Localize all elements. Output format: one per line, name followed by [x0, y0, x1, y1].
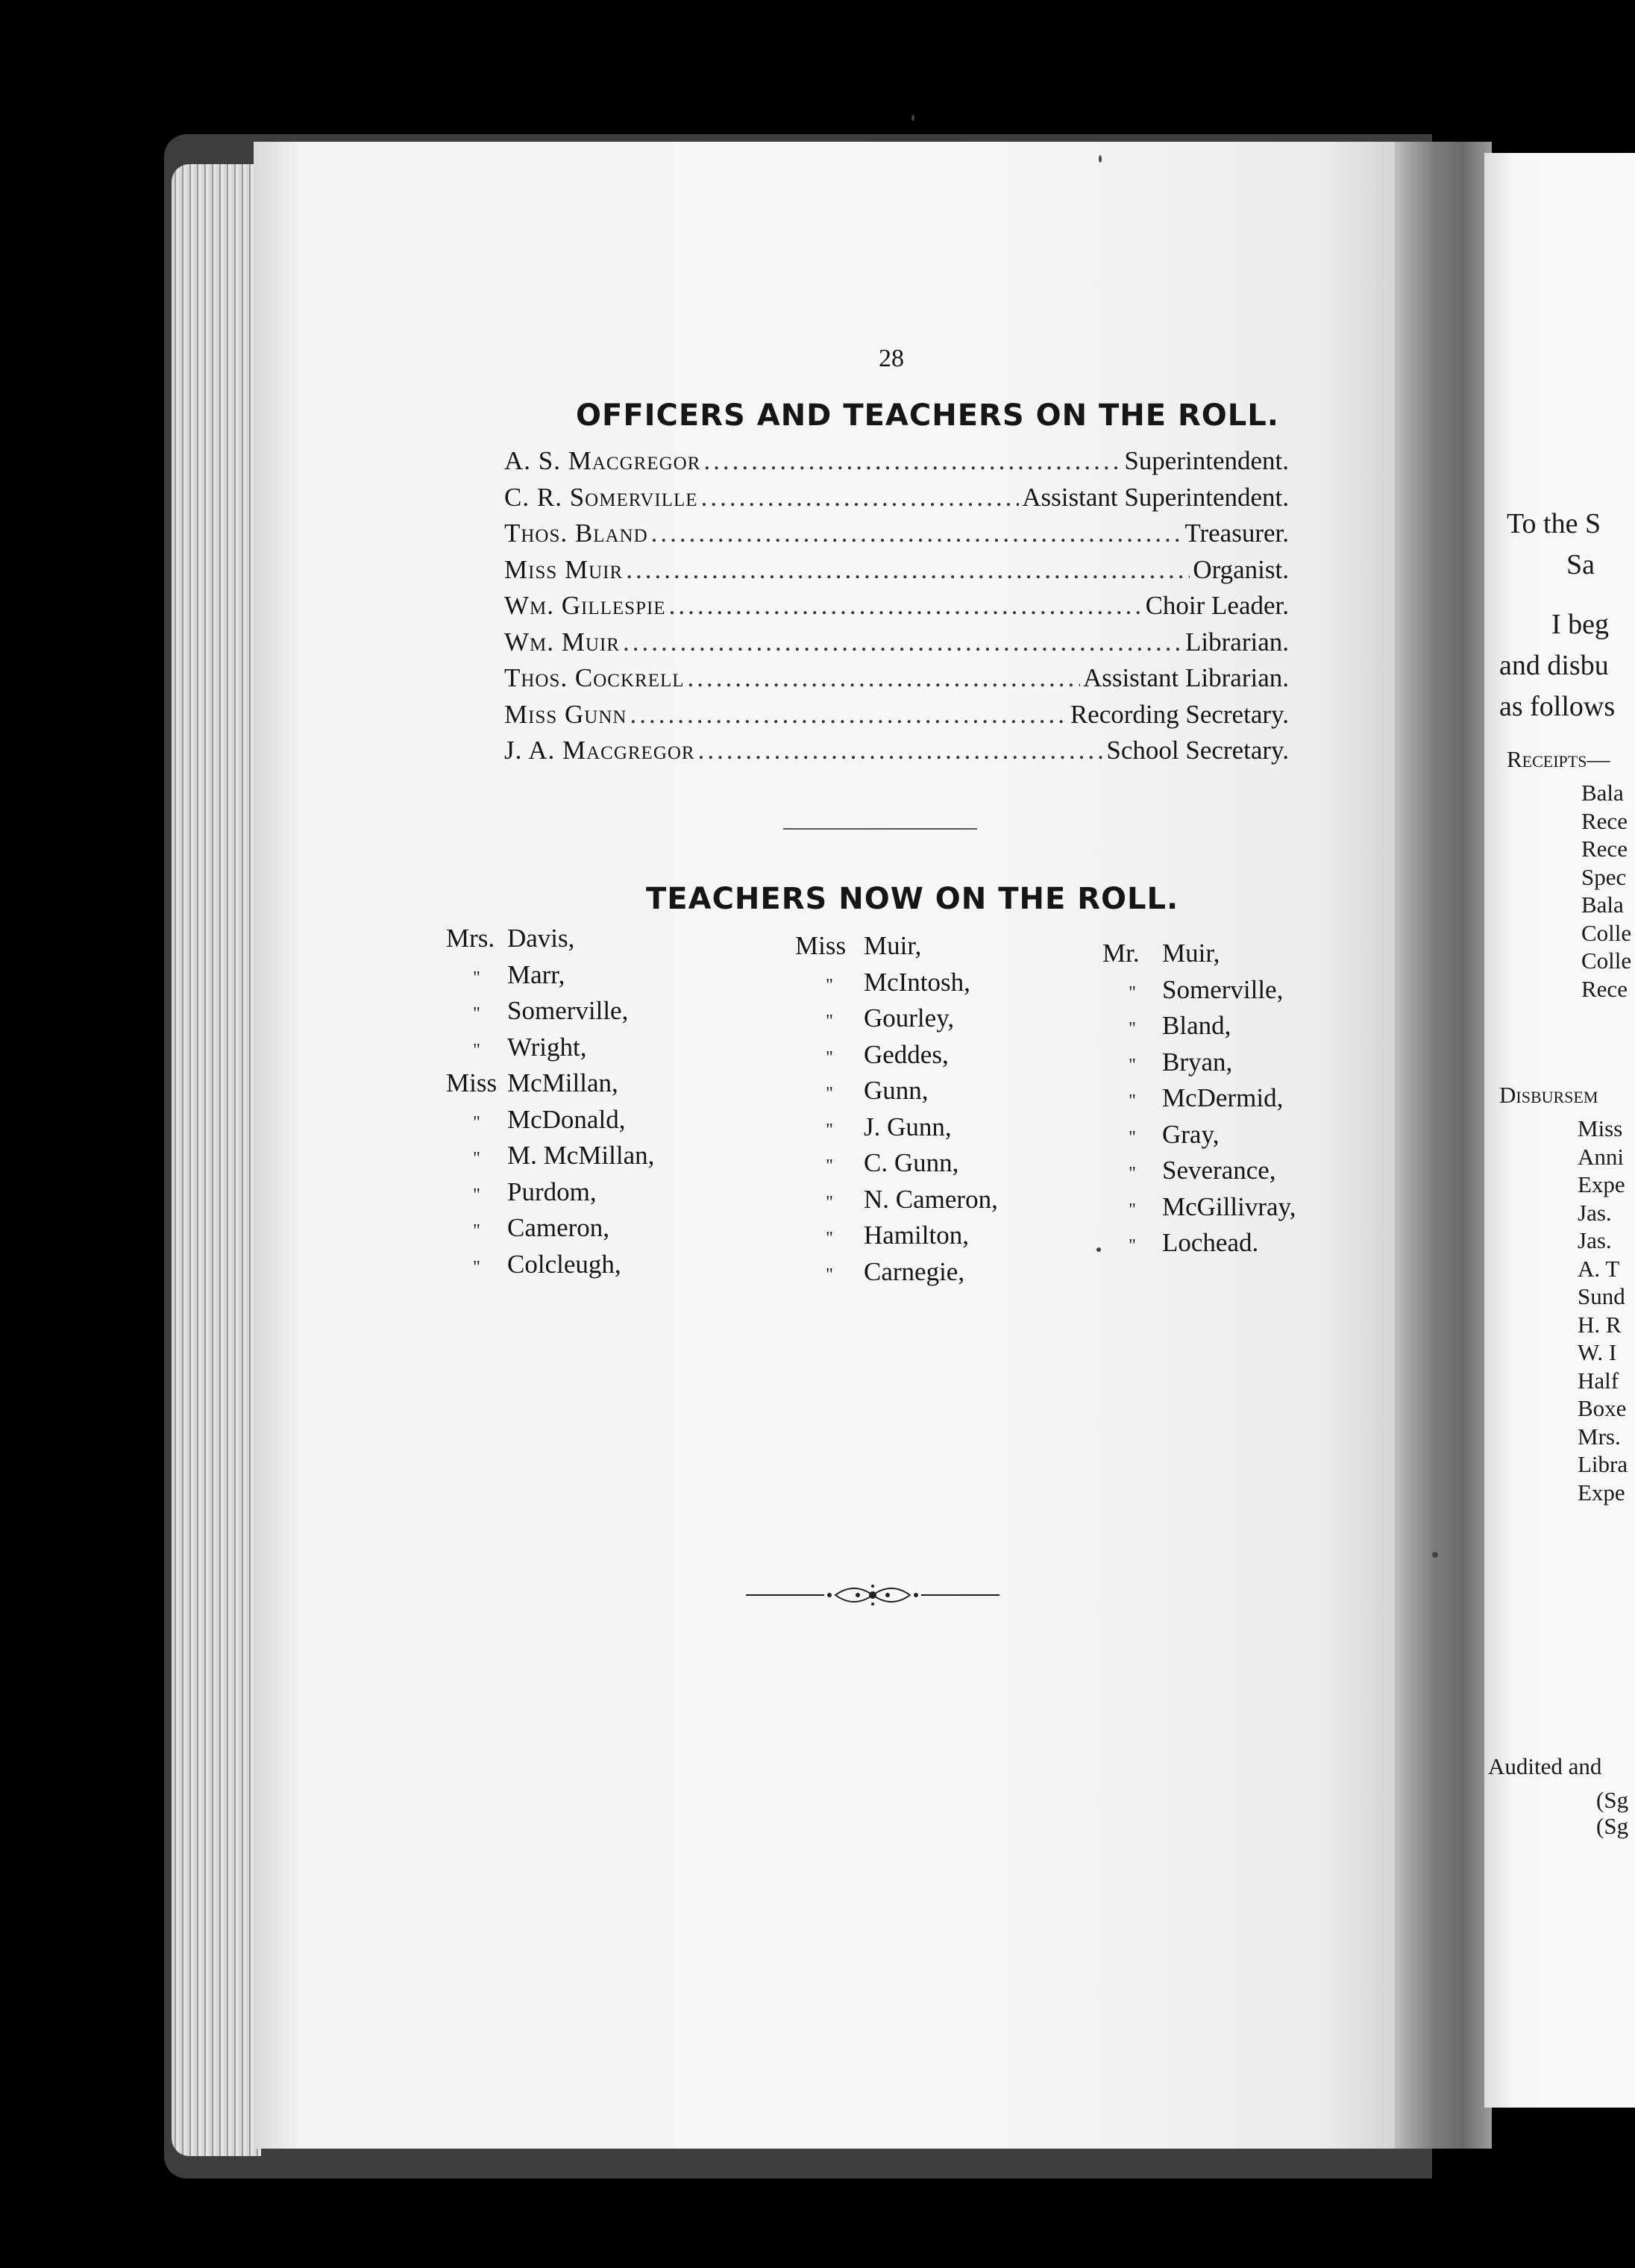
leader-dots — [626, 555, 1190, 585]
teacher-name: Geddes, — [864, 1039, 949, 1069]
teacher-row — [1102, 1047, 1296, 1084]
teacher-row — [446, 1177, 654, 1214]
officer-role: Recording Secretary. — [1070, 699, 1289, 729]
officer-name: Miss Gunn — [504, 699, 627, 729]
ditto-mark: " — [826, 1084, 833, 1103]
teacher-name: Bryan, — [1162, 1047, 1233, 1077]
teacher-name: Hamilton, — [864, 1221, 969, 1250]
ditto-mark: " — [1129, 1200, 1136, 1220]
teacher-row — [795, 968, 998, 1004]
teacher-name: Muir, — [1162, 939, 1220, 968]
teacher-row — [446, 1068, 654, 1105]
ditto-mark: " — [473, 1004, 480, 1024]
signed-line: (Sg — [1596, 1787, 1629, 1813]
page-edges — [172, 164, 261, 2156]
disbursement-item: A. T — [1578, 1255, 1620, 1282]
disbursement-item: Expe — [1578, 1171, 1625, 1197]
disbursement-item: Sund — [1578, 1283, 1625, 1309]
teacher-row — [446, 1105, 654, 1141]
teacher-name: Cameron, — [507, 1213, 610, 1242]
officer-row — [504, 700, 1289, 736]
teacher-name: N. Cameron, — [864, 1184, 998, 1214]
teacher-row — [795, 1076, 998, 1112]
teacher-name: Marr, — [507, 959, 565, 989]
teacher-row — [1102, 975, 1296, 1012]
receipt-item: Rece — [1581, 975, 1628, 1002]
teacher-name: Davis, — [507, 924, 575, 953]
leader-dots — [688, 663, 1080, 693]
audited-line: Audited and — [1488, 1753, 1602, 1779]
officer-name: Wm. Muir — [504, 627, 620, 657]
teacher-row — [795, 1040, 998, 1077]
leader-dots — [701, 483, 1020, 513]
teacher-name: McMillan, — [507, 1068, 618, 1097]
officer-row — [504, 591, 1289, 627]
ornament-divider — [746, 1580, 999, 1610]
officer-row — [504, 483, 1289, 519]
teacher-row — [1102, 1228, 1296, 1265]
teacher-row — [1102, 1192, 1296, 1229]
teachers-column — [795, 931, 998, 1293]
teacher-name: Somerville, — [1162, 974, 1284, 1004]
leader-dots — [669, 591, 1143, 621]
signed-line: (Sg — [1596, 1813, 1629, 1839]
officers-heading: OFFICERS AND TEACHERS ON THE ROLL. — [576, 398, 1279, 433]
receipt-item: Bala — [1581, 780, 1624, 806]
paper-speck — [911, 115, 914, 121]
teacher-title: Miss — [795, 931, 847, 960]
teacher-row — [795, 1003, 998, 1040]
teacher-name: C. Gunn, — [864, 1148, 959, 1177]
disbursement-item: Jas. — [1578, 1199, 1612, 1226]
ditto-mark: " — [826, 1012, 833, 1031]
officer-role: Organist. — [1193, 554, 1289, 584]
officer-row — [504, 663, 1289, 700]
teacher-name: Severance, — [1162, 1156, 1276, 1185]
officer-name: C. R. Somerville — [504, 482, 698, 512]
teacher-row — [446, 1141, 654, 1177]
teacher-row — [446, 1250, 654, 1286]
divider-rule — [783, 828, 977, 830]
paper-speck — [1099, 155, 1102, 163]
teacher-row — [1102, 939, 1296, 975]
ditto-mark: " — [826, 1156, 833, 1176]
disbursements-heading: Disbursem — [1499, 1082, 1598, 1108]
right-page — [1484, 153, 1635, 2108]
ditto-mark: " — [826, 1047, 833, 1068]
paper-speck — [1432, 1552, 1438, 1558]
disbursement-item: Anni — [1578, 1143, 1624, 1170]
teacher-row — [1102, 1156, 1296, 1192]
receipt-item: Colle — [1581, 947, 1632, 974]
officer-role: Librarian. — [1185, 627, 1289, 657]
officer-name: Wm. Gillespie — [504, 591, 666, 620]
receipt-item: Spec — [1581, 863, 1627, 890]
officer-role: Superintendent. — [1124, 446, 1289, 475]
teacher-row — [446, 1213, 654, 1250]
facing-line: I beg — [1551, 609, 1610, 640]
ditto-mark: " — [826, 1192, 833, 1212]
teacher-name: Colcleugh, — [507, 1249, 621, 1279]
ditto-mark: " — [1129, 1019, 1136, 1039]
ditto-mark: " — [473, 1149, 480, 1168]
page-number: 28 — [879, 345, 904, 372]
teachers-column — [446, 924, 654, 1285]
disbursement-item: Expe — [1578, 1479, 1625, 1506]
paper-speck — [1096, 1247, 1101, 1252]
teacher-name: Purdom, — [507, 1177, 597, 1206]
disbursement-item: H. R — [1578, 1311, 1622, 1338]
teacher-name: Gunn, — [864, 1076, 929, 1105]
teacher-row — [795, 1148, 998, 1185]
officer-name: Thos. Bland — [504, 519, 648, 548]
disbursement-item: Libra — [1578, 1451, 1628, 1477]
teacher-row — [1102, 1083, 1296, 1120]
officer-role: Treasurer. — [1184, 519, 1289, 548]
teacher-title: Miss — [446, 1068, 498, 1097]
ditto-mark: " — [473, 1040, 480, 1060]
receipt-item: Rece — [1581, 836, 1628, 862]
officer-row — [504, 627, 1289, 664]
leader-dots — [698, 736, 1104, 765]
teacher-row — [446, 924, 654, 960]
ditto-mark: " — [826, 975, 833, 995]
teacher-row — [795, 1221, 998, 1257]
ditto-mark: " — [473, 968, 480, 988]
officer-role: School Secretary. — [1106, 736, 1289, 765]
ditto-mark: " — [473, 1185, 480, 1205]
officer-role: Assistant Librarian. — [1082, 663, 1289, 692]
teacher-name: Lochead. — [1162, 1228, 1259, 1257]
officer-row — [504, 519, 1289, 555]
book-gutter — [1395, 142, 1492, 2149]
disbursement-item: Mrs. — [1578, 1423, 1621, 1450]
teacher-name: J. Gunn, — [864, 1112, 952, 1141]
ditto-mark: " — [473, 1112, 480, 1133]
officer-row — [504, 736, 1289, 772]
teacher-row — [1102, 1120, 1296, 1156]
teacher-row — [795, 1112, 998, 1149]
teacher-name: Wright, — [507, 1032, 587, 1062]
teacher-name: McDermid, — [1162, 1083, 1284, 1112]
officer-role: Assistant Superintendent. — [1022, 482, 1289, 512]
teacher-row — [795, 1185, 998, 1221]
teacher-name: McGillivray, — [1162, 1191, 1296, 1221]
teacher-row — [795, 931, 998, 968]
disbursement-item: Miss — [1578, 1115, 1623, 1141]
ditto-mark: " — [473, 1221, 480, 1241]
officer-name: Thos. Cockrell — [504, 663, 685, 692]
disbursement-item: Boxe — [1578, 1395, 1627, 1421]
teacher-title: Mrs. — [446, 924, 495, 953]
disbursement-item: W. I — [1578, 1339, 1617, 1365]
teacher-title: Mr. — [1102, 939, 1140, 968]
teacher-name: Gray, — [1162, 1119, 1220, 1149]
disbursement-item: Jas. — [1578, 1227, 1612, 1253]
teacher-name: Muir, — [864, 931, 922, 960]
facing-line: Sa — [1566, 549, 1595, 580]
officer-name: A. S. Macgregor — [504, 446, 701, 475]
teachers-heading: TEACHERS NOW ON THE ROLL. — [646, 882, 1179, 916]
ditto-mark: " — [1129, 1055, 1136, 1075]
teacher-name: Bland, — [1162, 1011, 1231, 1040]
ditto-mark: " — [1129, 983, 1136, 1003]
officer-role: Choir Leader. — [1145, 591, 1289, 620]
teacher-row — [446, 1033, 654, 1069]
receipt-item: Colle — [1581, 919, 1632, 946]
disbursement-item: Half — [1578, 1367, 1619, 1394]
ditto-mark: " — [826, 1120, 833, 1140]
officer-name: J. A. Macgregor — [504, 736, 695, 765]
teacher-name: Somerville, — [507, 996, 629, 1025]
ditto-mark: " — [473, 1257, 480, 1277]
facing-line: as follows — [1499, 691, 1616, 722]
receipts-heading: Receipts— — [1507, 746, 1610, 772]
facing-line: To the S — [1507, 508, 1601, 539]
ditto-mark: " — [1129, 1236, 1136, 1256]
ditto-mark: " — [826, 1265, 833, 1285]
teacher-name: Gourley, — [864, 1003, 955, 1033]
leader-dots — [630, 700, 1067, 730]
officers-list — [504, 446, 1289, 772]
teacher-row — [446, 996, 654, 1033]
teacher-name: McIntosh, — [864, 967, 970, 997]
ditto-mark: " — [826, 1229, 833, 1248]
ditto-mark: " — [1129, 1164, 1136, 1183]
receipt-item: Bala — [1581, 892, 1624, 918]
officer-row — [504, 555, 1289, 592]
leader-dots — [623, 627, 1182, 657]
receipt-item: Rece — [1581, 807, 1628, 834]
teacher-row — [1102, 1011, 1296, 1047]
ditto-mark: " — [1129, 1091, 1136, 1111]
teacher-row — [446, 960, 654, 997]
ditto-mark: " — [1129, 1127, 1136, 1147]
teacher-name: Carnegie, — [864, 1256, 965, 1286]
leader-dots — [651, 519, 1182, 548]
facing-line: and disbu — [1499, 650, 1609, 681]
teacher-name: McDonald, — [507, 1104, 626, 1134]
officer-name: Miss Muir — [504, 554, 624, 584]
leader-dots — [703, 446, 1121, 476]
teacher-name: M. McMillan, — [507, 1141, 655, 1170]
teachers-column — [1102, 939, 1296, 1265]
officer-row — [504, 446, 1289, 483]
teacher-row — [795, 1257, 998, 1294]
